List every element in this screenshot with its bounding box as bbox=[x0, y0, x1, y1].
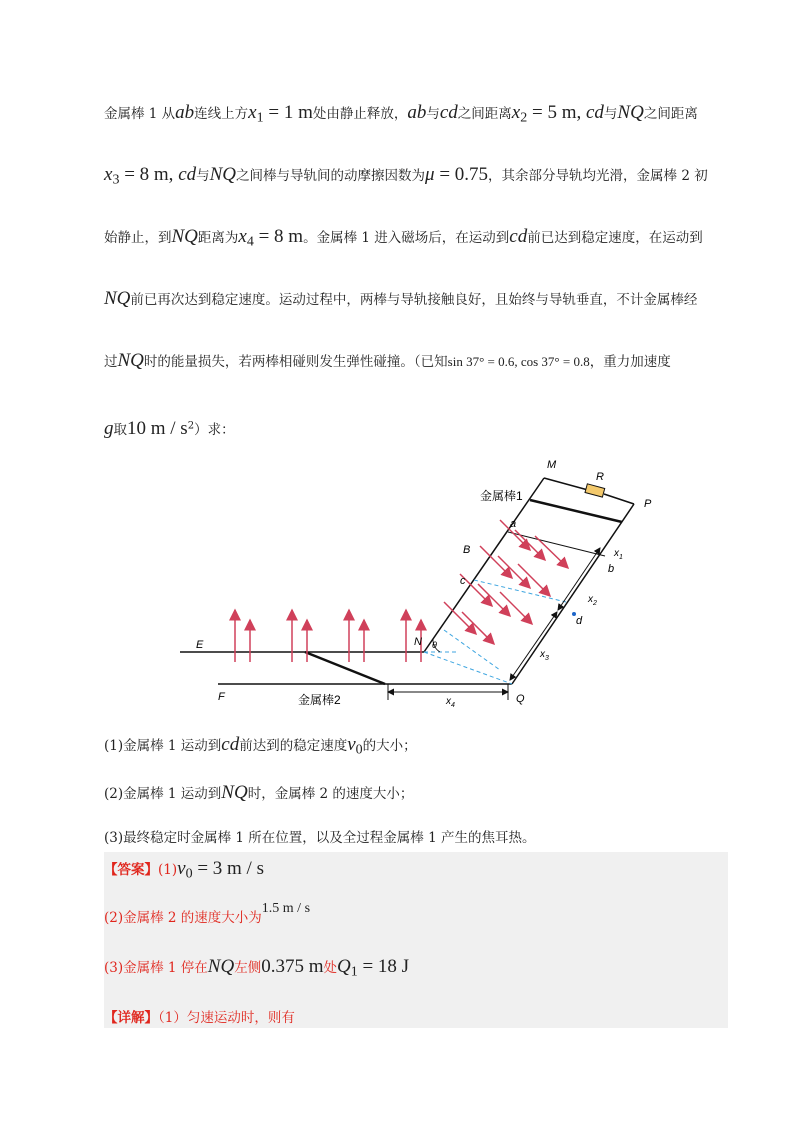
label-b: b bbox=[608, 563, 615, 575]
problem-line-2: $x_3 = 8$ m, cd与NQ之间棒与导轨间的动摩擦因数为μ = 0.75，其余部分导轨均光滑，金属棒 2 初 bbox=[104, 164, 708, 188]
label-c: c bbox=[460, 575, 466, 587]
label-rod2: 金属棒2 bbox=[298, 693, 341, 707]
label-Q: Q bbox=[516, 693, 525, 705]
detail-line: 【详解】（1）匀速运动时，则有 bbox=[104, 1010, 295, 1026]
question-1: (1)金属棒 1 运动到cd前达到的稳定速度$v_0$的大小； bbox=[104, 734, 417, 758]
label-E: E bbox=[196, 639, 204, 651]
rail-diagram bbox=[0, 452, 800, 712]
svg-text:x3: $x_3$ bbox=[540, 649, 549, 662]
label-N: N bbox=[414, 636, 422, 648]
label-F: F bbox=[218, 691, 225, 703]
label-rod1: 金属棒1 bbox=[480, 489, 523, 503]
answer-line-2: (2)金属棒 2 的速度大小为1.5 m / s bbox=[104, 901, 311, 926]
svg-text:x2: $x_2$ bbox=[588, 594, 597, 607]
question-2: (2)金属棒 1 运动到NQ时，金属棒 2 的速度大小； bbox=[104, 782, 414, 803]
problem-line-3: 始静止，到NQ距离为$x_4 = 8$ m。金属棒 1 进入磁场后，在运动到cd前已达到稳定速度，在运动到 bbox=[104, 226, 703, 250]
label-theta: θ bbox=[432, 640, 437, 650]
label-a: a bbox=[510, 518, 517, 530]
problem-line-5: 过NQ时的能量损失，若两棒相碰则发生弹性碰撞。（已知sin 37° = 0.6, cos 37° = 0.8，重力加速度 bbox=[104, 350, 671, 371]
label-d: d bbox=[576, 615, 583, 627]
question-3: (3)最终稳定时金属棒 1 所在位置，以及全过程金属棒 1 产生的焦耳热。 bbox=[104, 830, 536, 846]
answer-line-3: (3)金属棒 1 停在NQ左侧0.375 m处$Q_1 = 18$ J bbox=[104, 956, 410, 980]
label-P: P bbox=[644, 498, 652, 510]
label-M: M bbox=[547, 459, 557, 471]
problem-line-4: NQ前已再次达到稳定速度。运动过程中，两棒与导轨接触良好，且始终与导轨垂直，不计金属棒经 bbox=[104, 288, 698, 309]
label-R: R bbox=[596, 471, 604, 483]
svg-text:x1: $x_1$ bbox=[614, 548, 623, 561]
answer-line-1: 【答案】$(1)v_0 = 3$ m / s bbox=[104, 858, 264, 882]
label-B: B bbox=[463, 544, 471, 556]
problem-line-6: g取10 m / $s^2$）求： bbox=[104, 418, 235, 439]
svg-text:x4: $x_4$ bbox=[446, 696, 455, 709]
problem-line-1: 金属棒 1 从ab连线上方$x_1 = 1$ m处由静止释放，ab与cd之间距离$x_2 = 5$ m, cd与NQ之间距离 bbox=[104, 102, 698, 126]
